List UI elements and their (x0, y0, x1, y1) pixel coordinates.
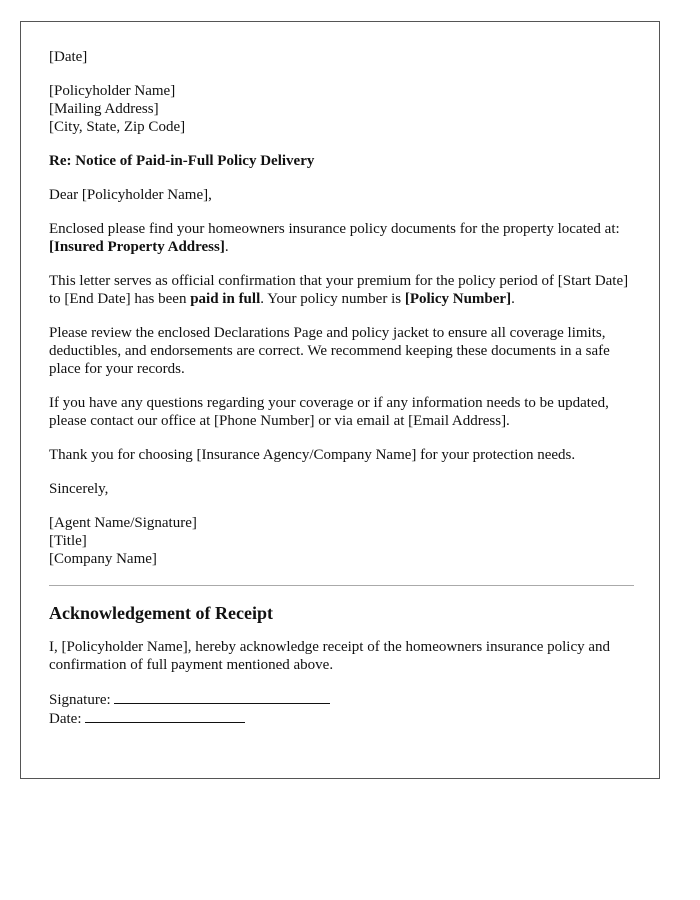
date-label: Date: (49, 711, 82, 727)
paragraph-confirmation-text-1: This letter serves as official confirmation that your premium for the policy period of [Start Date] to [End Date] has been (49, 273, 629, 307)
letter-date: [Date] (49, 49, 88, 65)
paragraph-enclosed-end: . (224, 239, 229, 255)
agent-title: [Title] (49, 533, 87, 549)
signature-label: Signature: (49, 692, 111, 708)
paragraph-confirmation-end: . (511, 291, 515, 307)
acknowledgement-text: I, [Policyholder Name], hereby acknowledge receipt of the homeowners insurance policy and confirmation of full payment mentioned above. (49, 639, 611, 673)
paragraph-confirmation (49, 272, 634, 308)
recipient-name: [Policyholder Name] (49, 83, 176, 99)
paragraph-review: Please review the enclosed Declarations Page and policy jacket to ensure all coverage limits, deductibles, and endorsements are correct. We recommend keeping these documents in a safe place for your records. (49, 325, 610, 377)
section-divider (49, 585, 634, 586)
letter-subject: Re: Notice of Paid-in-Full Policy Delivery (49, 153, 315, 169)
agent-name-signature: [Agent Name/Signature] (49, 515, 197, 531)
letter-closing: Sincerely, (49, 481, 109, 497)
acknowledgement-signature-block (49, 690, 634, 728)
acknowledgement-section (49, 602, 634, 728)
signature-row (49, 690, 634, 709)
policy-number: [Policy Number] (404, 291, 512, 307)
paid-in-full-emphasis: paid in full (190, 291, 261, 307)
agent-company: [Company Name] (49, 551, 157, 567)
letter-content (49, 48, 634, 728)
insured-property-address: [Insured Property Address] (49, 239, 225, 255)
acknowledgement-heading: Acknowledgement of Receipt (49, 603, 273, 623)
paragraph-thanks: Thank you for choosing [Insurance Agency/Company Name] for your protection needs. (49, 447, 576, 463)
signature-block (49, 514, 634, 568)
letter-page (20, 21, 660, 779)
recipient-city-state-zip: [City, State, Zip Code] (49, 119, 186, 135)
signature-line[interactable] (114, 690, 330, 704)
date-line[interactable] (85, 709, 245, 723)
paragraph-enclosed (49, 220, 634, 256)
recipient-block (49, 82, 634, 136)
paragraph-questions: If you have any questions regarding your coverage or if any information needs to be updated, please contact our office at [Phone Number] or via email at [Email Address]. (49, 395, 609, 429)
recipient-address: [Mailing Address] (49, 101, 159, 117)
letter-salutation: Dear [Policyholder Name], (49, 187, 212, 203)
date-row (49, 709, 634, 728)
paragraph-confirmation-text-2: . Your policy number is (260, 291, 405, 307)
paragraph-enclosed-text: Enclosed please find your homeowners insurance policy documents for the property located at: (49, 221, 620, 237)
